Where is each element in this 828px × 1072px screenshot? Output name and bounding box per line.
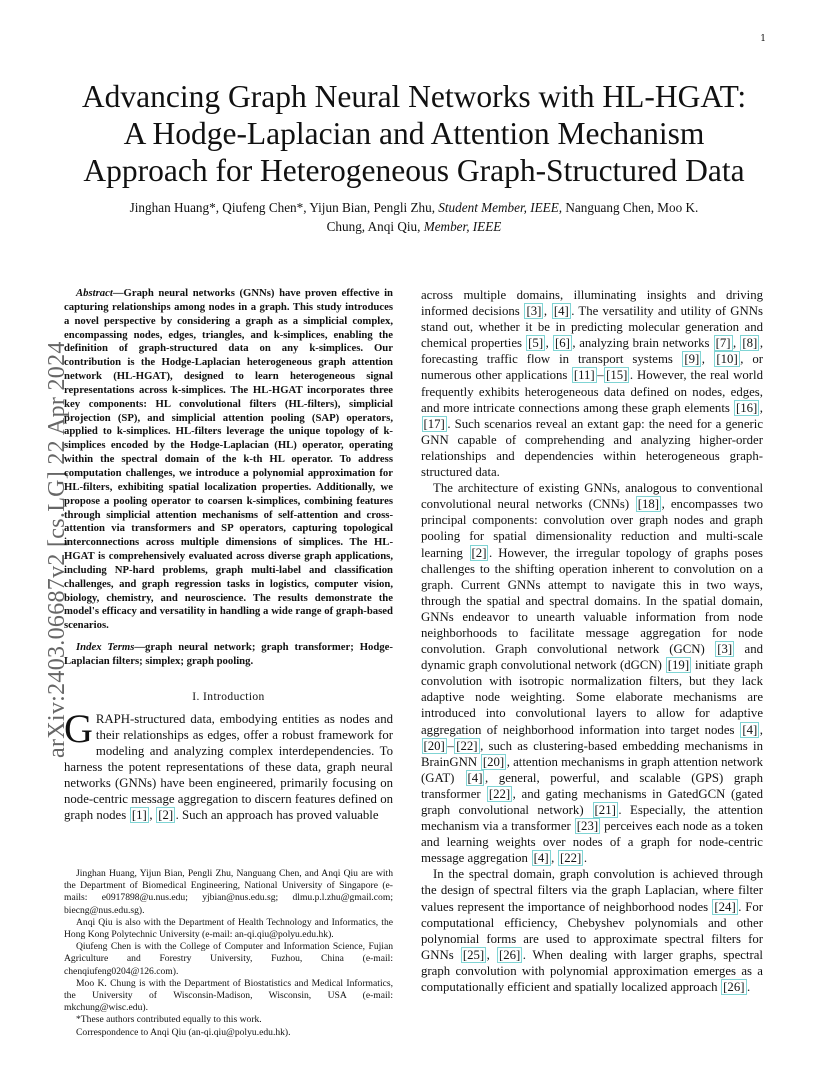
author-affiliation-role: Member, IEEE (423, 219, 502, 234)
citation-link[interactable]: [8] (742, 336, 758, 351)
citation-link[interactable]: [18] (637, 497, 660, 512)
citation-link[interactable]: [4] (553, 304, 569, 319)
paragraph-text: , forecasting traffic flow in transport systems (421, 336, 764, 367)
citation-link[interactable]: [21] (594, 803, 616, 817)
footnote: Anqi Qiu is also with the Department of Health Technology and Informatics, the Hong Kong Polytechnic University (e-mail: an-qi.qiu@polyu.edu.hk). (64, 916, 393, 941)
footnote: Correspondence to Anqi Qiu (an-qi.qiu@polyu.edu.hk). (76, 1026, 291, 1038)
paragraph-text: , and gating mechanisms in GatedGCN (gated graph convolutional network) (421, 786, 763, 817)
footnote: Jinghan Huang, Yijun Bian, Pengli Zhu, Nanguang Chen, and Anqi Qiu are with the Department of Biomedical Engineering, National University of Singapore (e-mails: e0917898@u.nus.edu; yjbian@nus.edu.sg; dlmu.p.l.zhu@gmail.com; biecng@nus.edu.sg). (64, 868, 393, 916)
paragraph-text: , (759, 722, 763, 737)
citation-link[interactable]: [26] (498, 947, 521, 962)
author-affiliation-role: Student Member, IEEE, (438, 200, 563, 215)
citation-link[interactable]: [2] (158, 808, 174, 823)
paragraph-text: , (543, 304, 552, 319)
intro-text: , (149, 808, 156, 823)
paragraph-text: – (447, 738, 454, 753)
authors-text: Jinghan Huang*, Qiufeng Chen*, Yijun Bian, Pengli Zhu, (129, 200, 439, 215)
citation-link[interactable]: [26] (723, 980, 745, 995)
citation-link[interactable]: [4] (467, 770, 483, 785)
paragraph-text: . However, the real world frequently exhibits heterogeneous data defined on nodes, edges, and more intricate connections among these graph elements (421, 368, 764, 415)
right-column (421, 287, 763, 995)
paragraph-text: perceives each node as a token and learning weights over nodes of a graph for node-centric message aggregation (421, 819, 763, 866)
intro-text: RAPH-structured data, embodying entities as nodes and their relationships as edges, offer a robust framework for modeling and analyzing complex interdependencies. To harness the potent representations of these data, graph neural networks (GNNs) have been engineered, primarily focusing on node-centric message aggregation to discern features defined on graph nodes (64, 711, 393, 823)
intro-paragraph (64, 705, 393, 824)
abstract-label: Abstract (76, 287, 113, 299)
citation-link[interactable]: [6] (554, 336, 570, 351)
dropcap: G (64, 705, 93, 751)
citation-link[interactable]: [22] (456, 738, 478, 753)
paragraph-text: , or numerous other applications (421, 352, 763, 383)
citation-link[interactable]: [3] (717, 642, 733, 657)
index-terms-text: —graph neural network; graph transformer; Hodge-Laplacian filters; simplex; graph pooling. (64, 641, 393, 667)
title-line-3: Approach for Heterogeneous Graph-Structured Data (83, 153, 745, 188)
paragraph-text: . Especially, the attention mechanism via a transformer (421, 803, 763, 834)
author-line-1 (70, 198, 758, 217)
title-line-2: A Hodge-Laplacian and Attention Mechanism (123, 116, 705, 151)
paragraph-text: . The versatility and utility of GNNs stand out, whether it be in predicting molecular generation and chemical properties (421, 304, 763, 351)
right-paragraph-1 (421, 287, 763, 480)
paragraph-text: . For computational efficiency, Chebyshev polynomials and other polynomial forms are used to approximate spectral filters for GNNs (421, 899, 763, 962)
paragraph-text: , (759, 400, 763, 415)
paragraph-text: . When dealing with larger graphs, spectral graph convolution with polynomial approximation emerges as a computationally efficient and spatially localized approach (421, 947, 763, 995)
citation-link[interactable]: [5] (528, 336, 544, 351)
citation-link[interactable]: [1] (131, 808, 147, 823)
paragraph-text: , (733, 336, 740, 351)
intro-text: . Such an approach has proved valuable (175, 808, 379, 823)
paragraph-text: . Such scenarios reveal an extant gap: the need for a generic GNN capable of comprehending and analyzing higher-order relationships and dependencies within heterogeneous graph-structured data. (421, 416, 763, 480)
citation-link[interactable]: [20] (482, 754, 505, 769)
citation-link[interactable]: [16] (735, 400, 758, 415)
author-list (70, 198, 758, 236)
paragraph-text: and dynamic graph convolutional network (dGCN) (421, 642, 763, 673)
paragraph-text: . However, the irregular topology of graphs poses challenges to the shifting operation inherent to convolution on a graph. Current GNNs attempt to navigate this in two ways, through the spatial and spectral domains. In the spatial domain, GNNs endeavor to unearth valuable information from node neighborhoods to facilitate message aggregation for node convolution. Graph convolutional network (GCN) (421, 545, 763, 657)
citation-link[interactable]: [17] (423, 416, 445, 431)
right-paragraph-3 (421, 866, 763, 995)
paragraph-text: , general, powerful, and scalable (GPS) graph transformer (421, 770, 764, 801)
citation-link[interactable]: [24] (714, 899, 736, 914)
citation-link[interactable]: [22] (559, 851, 582, 866)
paragraph-text: across multiple domains, illuminating insights and driving informed decisions (421, 288, 763, 319)
paragraph-text: , (551, 851, 558, 866)
citation-link[interactable]: [11] (573, 368, 595, 383)
footnote: *These authors contributed equally to this work. (76, 1014, 262, 1026)
footnotes (64, 868, 393, 1039)
paragraph-text: , attention mechanisms in graph attention network (GAT) (421, 754, 764, 785)
paragraph-text: In the spectral domain, graph convolution is achieved through the design of spectral filters via the graph Laplacian, where filter values represent the importance of neighborhood nodes (421, 867, 763, 914)
authors-text: Nanguang Chen, Moo K. (562, 200, 699, 215)
paragraph-text: . (747, 980, 751, 995)
citation-link[interactable]: [10] (716, 352, 738, 367)
index-terms-label: Index Terms (76, 641, 135, 654)
index-terms (64, 641, 393, 669)
citation-link[interactable]: [7] (715, 336, 731, 351)
citation-link[interactable]: [20] (423, 738, 445, 753)
citation-link[interactable]: [4] (742, 722, 758, 737)
arxiv-stamp: arXiv:2403.06687v2 [cs.LG] 22 Apr 2024 (44, 341, 70, 758)
page-number: 1 (760, 34, 766, 44)
left-column (64, 287, 393, 823)
paragraph-text: , (486, 947, 497, 962)
section-heading: I. Introduction (192, 690, 265, 703)
citation-link[interactable]: [19] (667, 658, 690, 673)
footnote: Qiufeng Chen is with the College of Computer and Information Science, Fujian Agriculture and Forestry University, Fuzhou, China (e-mail: chenqiufeng0204@126.com). (64, 941, 393, 977)
paragraph-text: initiate graph convolution with isotropic normalization filters, but they lack adaptive node weighting. Some elaborate mechanisms are introduced into convolutional layers to allow for adaptive aggregation of neighborhood information into target nodes (421, 658, 763, 737)
citation-link[interactable]: [15] (606, 368, 628, 383)
author-line-2 (70, 217, 758, 236)
citation-link[interactable]: [25] (462, 947, 485, 962)
paragraph-text: , such as clustering-based embedding mechanisms in BrainGNN (421, 738, 763, 769)
paragraph-text: , analyzing brain networks (572, 336, 714, 351)
citation-link[interactable]: [23] (576, 819, 599, 834)
footnote: Moo K. Chung is with the Department of Biostatistics and Medical Informatics, the University of Wisconsin-Madison, Wisconsin, USA (e-mail: mkchung@wisc.edu). (64, 977, 393, 1014)
abstract-text: —Graph neural networks (GNNs) have proven effective in capturing relationships among nodes in a graph. This study introduces a novel perspective by considering a graph as a simplicial complex, encompassing nodes, edges, triangles, and k-simplices, enabling the definition of graph-structured data on any k-simplices. Our contribution is the Hodge-Laplacian heterogeneous graph attention network (HL-HGAT), designed to learn heterogeneous signal representations across k-simplices. The HL-HGAT incorporates three key components: HL convolutional filters (HL-filters), simplicial projection (SP), and simplicial attention pooling (SAP) operators, applied to k-simplices. HL-filters leverage the unique topology of k-simplices encoded by the Hodge-Laplacian (HL) operator, operating within the spectral domain of the k-th HL operator. To address computation challenges, we introduce a polynomial approximation for HL-filters, exhibiting spatial localization properties. Additionally, we propose a pooling operator to coarsen k-simplices, combining features through simplicial attention mechanisms of self-attention and cross-attention via transformers and SP operators, capturing topological interconnections across multiple dimensions of simplices. The HL-HGAT is comprehensively evaluated across diverse graph applications, including NP-hard problems, graph multi-label and classification challenges, and graph regression tasks in logistics, computer vision, biology, chemistry, and neuroscience. The results demonstrate the model's efficacy and versatility in handling a wide range of graph-based scenarios. (64, 287, 393, 632)
paragraph-text: , (701, 352, 714, 367)
authors-text: Chung, Anqi Qiu, (326, 219, 424, 234)
citation-link[interactable]: [4] (533, 851, 549, 866)
citation-link[interactable]: [9] (684, 352, 700, 367)
paragraph-text: – (597, 368, 604, 383)
citation-link[interactable]: [3] (526, 304, 542, 319)
paragraph-text: , encompasses two principal components: convolution over graph nodes and graph pooling for spatial dimensionality reduction and multi-scale learning (421, 497, 763, 560)
abstract (64, 287, 393, 633)
citation-link[interactable]: [2] (471, 545, 487, 560)
paragraph-text: , (545, 336, 553, 351)
paper-title (60, 78, 768, 189)
paragraph-text: The architecture of existing GNNs, analogous to conventional convolutional neural networks (CNNs) (421, 481, 763, 512)
right-paragraph-2 (421, 480, 763, 866)
title-line-1: Advancing Graph Neural Networks with HL-HGAT: (81, 79, 747, 114)
citation-link[interactable]: [22] (488, 786, 511, 801)
paragraph-text: . (583, 851, 588, 866)
